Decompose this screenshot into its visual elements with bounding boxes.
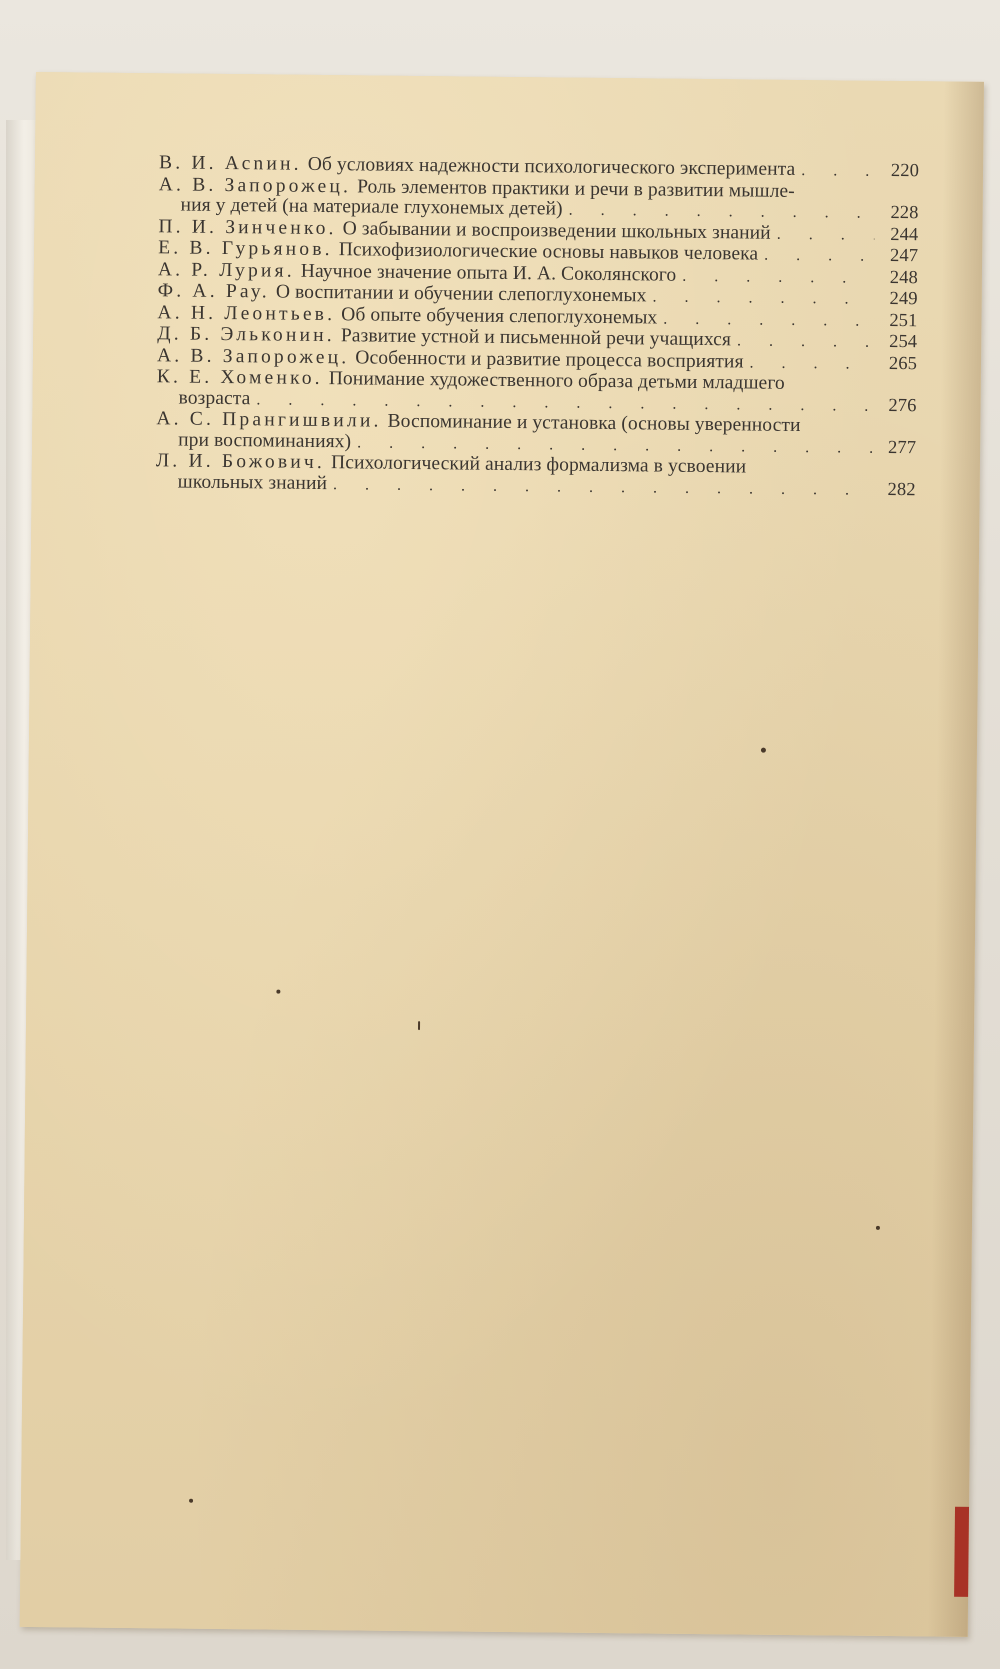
toc-page-number: 244 [890, 224, 919, 245]
toc-author: А. В. Запорожец. [158, 173, 352, 197]
toc-title: Об опыте обучения слепоглухонемых [341, 303, 658, 329]
toc-author: Е. В. Гурьянов. [158, 237, 333, 261]
toc-page-number: 282 [887, 479, 916, 500]
toc-author: Д. Б. Эльконин. [157, 323, 336, 347]
toc-page-number: 220 [890, 160, 920, 182]
toc-page-number: 265 [888, 353, 918, 374]
toc-title: Роль элементов практики и речи в развитии мышле- [357, 175, 795, 202]
dot-leader [682, 266, 874, 289]
toc-title: Воспоминание и установка (основы уверенности [387, 410, 801, 437]
toc-page-number: 254 [889, 331, 918, 353]
toc-author: Ф. А. Рау. [157, 280, 270, 303]
toc-author: А. Р. Лурия. [157, 258, 295, 282]
toc-author: Л. И. Божович. [155, 450, 326, 474]
toc-title: Научное значение опыта И. А. Соколянского [300, 260, 677, 286]
toc-author: П. И. Зинченко. [158, 215, 337, 239]
toc-title: ния у детей (на материале глухонемых детей) [180, 194, 563, 220]
dot-leader [652, 287, 873, 310]
toc-title: Понимание художественного образа детьми младшего [328, 368, 785, 394]
paper-speck [876, 1226, 880, 1230]
paper-speck [276, 990, 280, 994]
toc-title: О воспитании и обучении слепоглухонемых [275, 281, 647, 307]
toc-page-number: 251 [889, 310, 918, 331]
paper-speck [761, 748, 766, 753]
toc-page-number: 247 [889, 245, 919, 267]
dot-leader [801, 161, 875, 182]
toc-author: А. Н. Леонтьев. [157, 301, 336, 325]
book-page [20, 72, 984, 1637]
toc-entry [156, 451, 916, 501]
paper-speck [189, 1499, 193, 1503]
toc-author: В. И. Асnин. [158, 152, 302, 175]
toc-page-number: 249 [889, 288, 918, 310]
cover-corner [954, 1507, 969, 1597]
toc-title: Развитие устной и письменной речи учащихся [340, 325, 732, 351]
toc-author: А. С. Прангишвили. [156, 408, 382, 432]
page-shadow [928, 82, 984, 1637]
toc-page-number: 277 [887, 437, 917, 458]
toc-author: А. В. Запорожец. [156, 344, 350, 368]
toc-title: при воспоминаниях) [178, 429, 352, 452]
toc-title: Особенности и развитие процесса восприятия [355, 346, 744, 372]
dot-leader [333, 475, 872, 501]
dot-leader [764, 246, 874, 268]
toc-page-number: 248 [889, 267, 918, 288]
toc-author: К. Е. Хоменко. [156, 366, 323, 390]
toc-title: О забывании и воспроизведении школьных знаний [342, 217, 771, 244]
dot-leader [749, 353, 873, 375]
toc-page-number: 228 [890, 202, 919, 224]
toc-title: Об условиях надежности психологического эксперимента [307, 153, 796, 180]
toc-title: возраста [178, 387, 251, 409]
dot-leader [737, 331, 873, 353]
toc-page-number: 276 [888, 395, 917, 416]
toc-title: Психологический анализ формализма в усвоении [330, 452, 747, 478]
toc-title: Психофизиологические основы навыков человека [338, 239, 759, 265]
table-of-contents [156, 153, 920, 501]
paper-speck [418, 1021, 420, 1030]
toc-title: школьных знаний [177, 471, 328, 494]
dot-leader [777, 224, 875, 246]
